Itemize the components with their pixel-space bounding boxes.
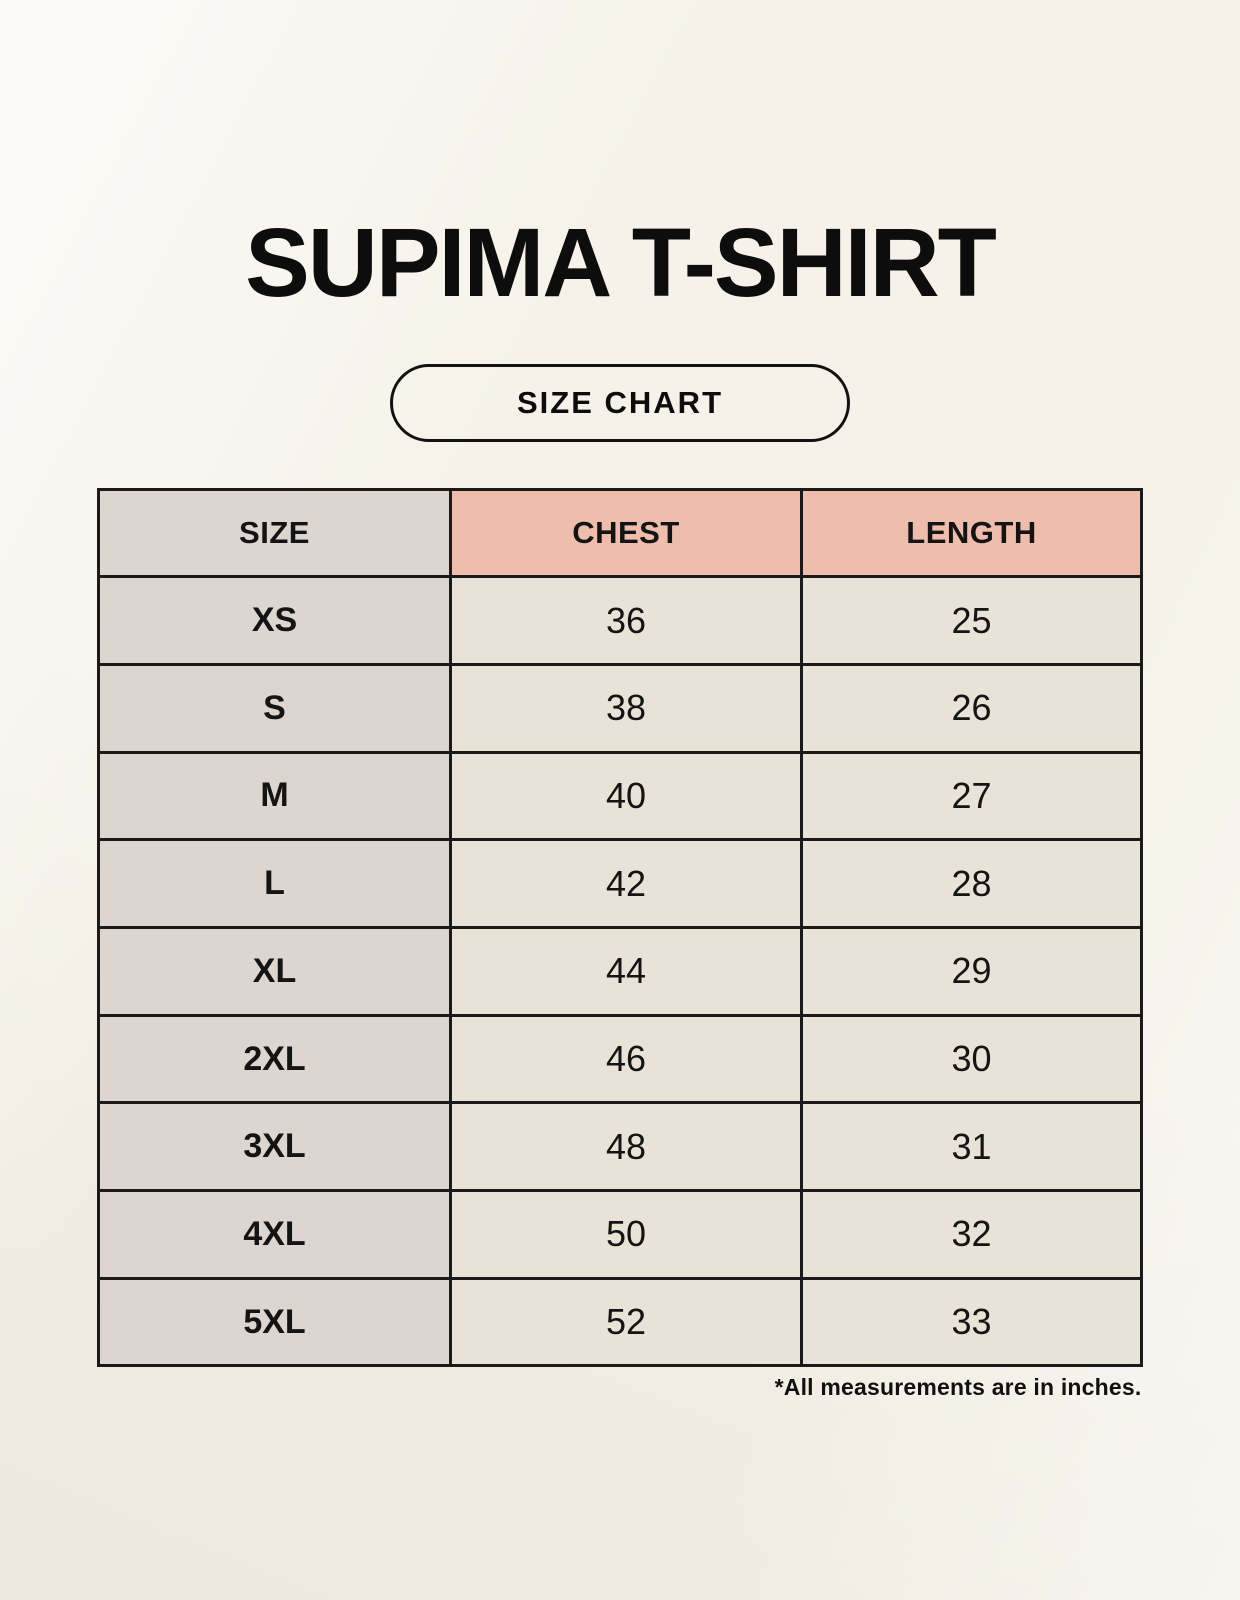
size-label-cell: L <box>99 840 451 928</box>
table-header-row <box>99 489 1142 577</box>
size-label-cell: 3XL <box>99 1103 451 1191</box>
column-header-chest: CHEST <box>451 489 802 577</box>
size-label-cell: M <box>99 752 451 840</box>
chest-value-cell: 38 <box>451 664 802 752</box>
table-row <box>99 1278 1142 1366</box>
table-row <box>99 840 1142 928</box>
chest-value-cell: 40 <box>451 752 802 840</box>
length-value-cell: 32 <box>802 1191 1142 1279</box>
length-value-cell: 31 <box>802 1103 1142 1191</box>
chest-value-cell: 50 <box>451 1191 802 1279</box>
length-value-cell: 28 <box>802 840 1142 928</box>
chest-value-cell: 48 <box>451 1103 802 1191</box>
size-label-cell: 5XL <box>99 1278 451 1366</box>
badge-area <box>0 364 1240 442</box>
size-label-cell: XL <box>99 927 451 1015</box>
table-row <box>99 1103 1142 1191</box>
size-chart-badge-label: SIZE CHART <box>517 384 723 420</box>
table-row <box>99 1015 1142 1103</box>
chest-value-cell: 52 <box>451 1278 802 1366</box>
size-chart-badge <box>390 364 850 442</box>
length-value-cell: 33 <box>802 1278 1142 1366</box>
length-value-cell: 30 <box>802 1015 1142 1103</box>
page-title: SUPIMA T-SHIRT <box>245 208 995 317</box>
chest-value-cell: 46 <box>451 1015 802 1103</box>
title-area <box>0 0 1240 319</box>
size-label-cell: S <box>99 664 451 752</box>
size-label-cell: 2XL <box>99 1015 451 1103</box>
table-row <box>99 664 1142 752</box>
length-value-cell: 27 <box>802 752 1142 840</box>
chest-value-cell: 36 <box>451 577 802 665</box>
column-header-length: LENGTH <box>802 489 1142 577</box>
size-label-cell: XS <box>99 577 451 665</box>
size-chart-table <box>97 488 1143 1368</box>
length-value-cell: 26 <box>802 664 1142 752</box>
chest-value-cell: 42 <box>451 840 802 928</box>
chest-value-cell: 44 <box>451 927 802 1015</box>
length-value-cell: 29 <box>802 927 1142 1015</box>
table-row <box>99 927 1142 1015</box>
table-row <box>99 577 1142 665</box>
table-row <box>99 1191 1142 1279</box>
size-label-cell: 4XL <box>99 1191 451 1279</box>
length-value-cell: 25 <box>802 577 1142 665</box>
table-row <box>99 752 1142 840</box>
column-header-size: SIZE <box>99 489 451 577</box>
measurements-footnote: *All measurements are in inches. <box>774 1374 1142 1401</box>
